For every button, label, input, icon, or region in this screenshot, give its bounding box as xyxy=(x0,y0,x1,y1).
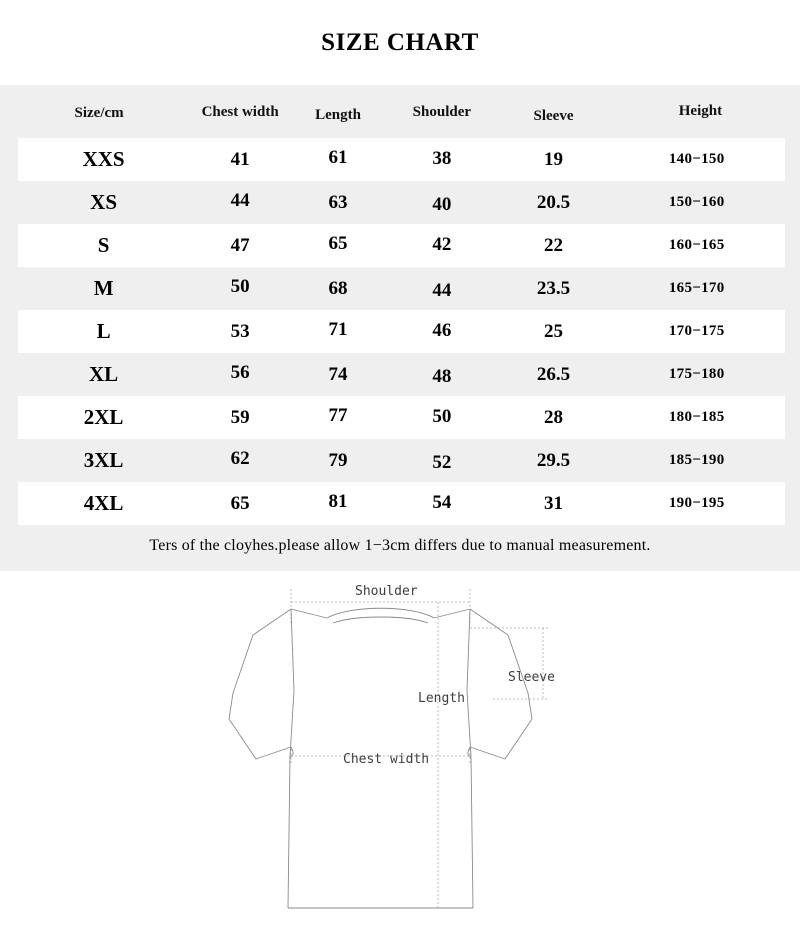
cell-shoulder: 38 xyxy=(385,138,499,181)
cell-sleeve: 25 xyxy=(499,310,609,353)
cell-sleeve: 20.5 xyxy=(499,181,609,224)
cell-shoulder: 44 xyxy=(385,267,499,310)
label-chest-width: Chest width xyxy=(343,752,430,767)
cell-chest-width: 53 xyxy=(189,310,291,353)
table-row xyxy=(9,439,793,482)
table-row xyxy=(9,138,793,181)
cell-length: 74 xyxy=(291,353,385,396)
cell-length: 79 xyxy=(291,439,385,482)
tshirt-diagram-svg xyxy=(0,571,800,945)
cell-length: 61 xyxy=(291,138,385,181)
cell-shoulder: 46 xyxy=(385,310,499,353)
garment-diagram xyxy=(0,571,800,945)
cell-length: 71 xyxy=(291,310,385,353)
cell-shoulder: 40 xyxy=(385,181,499,224)
cell-height: 180−185 xyxy=(608,396,792,439)
column-header-length: Length xyxy=(291,85,385,138)
cell-height: 165−170 xyxy=(608,267,792,310)
table-row xyxy=(9,396,793,439)
table-body xyxy=(9,138,793,525)
cell-size: 2XL xyxy=(9,396,189,439)
table-row xyxy=(9,310,793,353)
cell-chest-width: 41 xyxy=(189,138,291,181)
cell-height: 185−190 xyxy=(608,439,792,482)
cell-chest-width: 65 xyxy=(189,482,291,525)
cell-sleeve: 26.5 xyxy=(499,353,609,396)
collar-outer xyxy=(327,608,434,618)
right-shoulder-line xyxy=(434,609,470,618)
cell-chest-width: 62 xyxy=(189,439,291,482)
cell-sleeve: 31 xyxy=(499,482,609,525)
cell-length: 65 xyxy=(291,224,385,267)
cell-height: 170−175 xyxy=(608,310,792,353)
cell-size: 4XL xyxy=(9,482,189,525)
cell-chest-width: 44 xyxy=(189,181,291,224)
cell-length: 81 xyxy=(291,482,385,525)
table-header-row xyxy=(9,85,793,138)
table-row xyxy=(9,181,793,224)
cell-sleeve: 29.5 xyxy=(499,439,609,482)
label-sleeve: Sleeve xyxy=(508,670,555,685)
cell-length: 77 xyxy=(291,396,385,439)
cell-chest-width: 47 xyxy=(189,224,291,267)
cell-sleeve: 23.5 xyxy=(499,267,609,310)
cell-sleeve: 28 xyxy=(499,396,609,439)
size-chart-table xyxy=(0,85,800,525)
left-shoulder-line xyxy=(291,609,327,618)
cell-shoulder: 48 xyxy=(385,353,499,396)
cell-chest-width: 56 xyxy=(189,353,291,396)
column-header-shoulder: Shoulder xyxy=(385,85,499,138)
cell-shoulder: 42 xyxy=(385,224,499,267)
title-bar xyxy=(0,0,800,85)
cell-height: 160−165 xyxy=(608,224,792,267)
cell-size: S xyxy=(9,224,189,267)
cell-length: 63 xyxy=(291,181,385,224)
cell-shoulder: 54 xyxy=(385,482,499,525)
cell-height: 150−160 xyxy=(608,181,792,224)
column-header-size: Size/cm xyxy=(9,85,189,138)
label-shoulder: Shoulder xyxy=(355,584,418,599)
table-row xyxy=(9,224,793,267)
cell-size: 3XL xyxy=(9,439,189,482)
size-table-panel xyxy=(0,85,800,571)
page-title: SIZE CHART xyxy=(321,28,479,56)
label-length: Length xyxy=(418,691,465,706)
table-row xyxy=(9,353,793,396)
column-header-chest-width: Chest width xyxy=(189,85,291,138)
cell-shoulder: 52 xyxy=(385,439,499,482)
cell-chest-width: 50 xyxy=(189,267,291,310)
left-sleeve xyxy=(229,609,291,759)
cell-size: M xyxy=(9,267,189,310)
cell-size: XXS xyxy=(9,138,189,181)
column-header-sleeve: Sleeve xyxy=(499,85,609,138)
collar-inner xyxy=(333,617,428,623)
table-row xyxy=(9,482,793,525)
cell-sleeve: 19 xyxy=(499,138,609,181)
cell-length: 68 xyxy=(291,267,385,310)
column-header-height: Height xyxy=(608,85,792,138)
table-row xyxy=(9,267,793,310)
cell-height: 175−180 xyxy=(608,353,792,396)
cell-height: 140−150 xyxy=(608,138,792,181)
measurement-note: Ters of the cloyhes.please allow 1−3cm differs due to manual measurement. xyxy=(0,525,800,571)
cell-shoulder: 50 xyxy=(385,396,499,439)
cell-sleeve: 22 xyxy=(499,224,609,267)
cell-size: L xyxy=(9,310,189,353)
cell-size: XL xyxy=(9,353,189,396)
cell-chest-width: 59 xyxy=(189,396,291,439)
measurement-guides xyxy=(291,589,548,908)
cell-height: 190−195 xyxy=(608,482,792,525)
cell-size: XS xyxy=(9,181,189,224)
